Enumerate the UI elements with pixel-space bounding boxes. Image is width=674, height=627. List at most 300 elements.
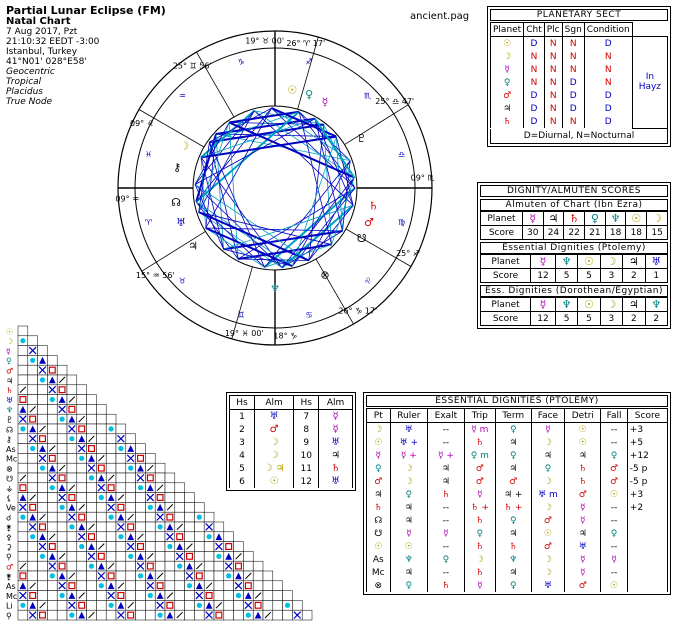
grid-cell: [136, 600, 146, 610]
grid-planet-label: ⚳: [6, 542, 12, 552]
ess-cell: ♆: [495, 553, 531, 566]
sign-glyph: ♒: [178, 91, 186, 101]
ess-col: Exalt: [428, 409, 465, 423]
grid-cell: [96, 610, 106, 620]
ess-cell: --: [428, 436, 465, 449]
ess-cell: [627, 579, 667, 592]
cusp-label: 09° ♏: [410, 173, 435, 183]
grid-cell: [145, 610, 155, 620]
ess-row: [367, 579, 668, 592]
ess-col: Detri: [565, 409, 601, 423]
ess-cell: Mc: [367, 566, 391, 579]
grid-cell: [87, 493, 97, 503]
grid-planet-label: Mc: [6, 454, 18, 464]
grid-cell: [155, 542, 165, 552]
sign-glyph: ♓: [144, 150, 153, 160]
dignity-label: Score: [481, 312, 531, 326]
cusp-label: 19° ♓ 00': [224, 328, 264, 338]
grid-cell: [87, 600, 97, 610]
grid-cell: [116, 424, 126, 434]
dignity-score: 22: [564, 226, 585, 240]
grid-cell: [57, 512, 67, 522]
grid-cell: [106, 551, 116, 561]
grid-cell: [283, 591, 293, 601]
dignity-planet: ♃: [623, 298, 645, 312]
grid-cell: [145, 532, 155, 542]
opt-geocentric: Geocentric: [6, 67, 55, 77]
sign-glyph: ♉: [178, 276, 186, 286]
hs-cell: ♅: [319, 436, 353, 449]
ess-cell: ♀: [495, 423, 531, 437]
dignity-planet: ♆: [555, 298, 577, 312]
ess-cell: ♄: [428, 488, 465, 501]
grid-cell: [106, 414, 116, 424]
sect-cell: ♃: [491, 102, 524, 115]
dignity-title: DIGNITY/ALMUTEN SCORES: [480, 185, 668, 197]
grid-cell: [243, 551, 253, 561]
dignity-label: Score: [481, 269, 531, 283]
ess-cell: ☽: [390, 475, 428, 488]
ess-cell: ☿: [390, 527, 428, 540]
sect-cell: ♀: [491, 76, 524, 89]
wheel-planet-glyph: ♅: [176, 216, 186, 230]
grid-planet-label: ⚲: [6, 611, 12, 621]
wheel-planet-glyph: ⚷: [173, 161, 182, 175]
ess-cell: +3: [627, 488, 667, 501]
ess-cell: ♅ m: [531, 488, 565, 501]
grid-cell: [106, 542, 116, 552]
ess-cell: ☿: [367, 449, 391, 462]
grid-planet-label: ⚵: [6, 572, 12, 582]
grid-conj-mark: [285, 603, 290, 608]
grid-cell: [57, 542, 67, 552]
grid-planet-label: ☉: [6, 327, 14, 337]
ess-cell: ♅: [531, 579, 565, 592]
ess-cell: ☿ +: [390, 449, 428, 462]
hs-cell: 10: [294, 449, 319, 462]
dignity-score: 3: [600, 312, 622, 326]
grid-cell: [145, 600, 155, 610]
grid-planet-label: ⊗: [6, 464, 13, 474]
dignity-label: Score: [481, 226, 523, 240]
wheel-planet-glyph: ♆: [270, 282, 280, 295]
grid-cell: [116, 551, 126, 561]
grid-cell: [57, 522, 67, 532]
cusp-label: 09° ♒: [115, 194, 140, 204]
grid-conj-mark: [216, 554, 221, 559]
ess-cell: ☽: [531, 501, 565, 514]
grid-cell: [263, 571, 273, 581]
grid-cell: [194, 502, 204, 512]
grid-cell: [87, 483, 97, 493]
grid-planet-label: Ve: [6, 503, 16, 513]
ess-cell: [627, 566, 667, 579]
hs-cell: ☽: [254, 449, 293, 462]
grid-cell: [253, 571, 263, 581]
ess-cell: ♄ +: [495, 501, 531, 514]
grid-cell: [194, 522, 204, 532]
grid-cell: [18, 463, 28, 473]
ess-cell: ♃: [390, 501, 428, 514]
ess-cell: [627, 553, 667, 566]
grid-cell: [77, 483, 87, 493]
sect-cell: D: [584, 115, 632, 128]
grid-cell: [38, 581, 48, 591]
grid-cell: [28, 483, 38, 493]
ess-cell: ♄ +: [464, 501, 495, 514]
ess-cell: ♀: [601, 527, 627, 540]
grid-cell: [77, 571, 87, 581]
grid-cell: [175, 571, 185, 581]
grid-cell: [116, 542, 126, 552]
grid-cell: [136, 581, 146, 591]
grid-cell: [145, 542, 155, 552]
grid-cell: [77, 551, 87, 561]
grid-conj-mark: [109, 426, 114, 431]
grid-cell: [224, 532, 234, 542]
grid-cell: [67, 375, 77, 385]
wheel-planet-glyph: ☉: [287, 83, 298, 97]
grid-conj-mark: [226, 573, 231, 578]
grid-cell: [57, 434, 67, 444]
grid-cell: [28, 365, 38, 375]
sign-glyph: ♍: [397, 217, 406, 227]
ess-cell: ♀: [367, 462, 391, 475]
grid-cell: [18, 444, 28, 454]
grid-planet-label: ☽: [6, 337, 14, 347]
sect-cell: D: [584, 89, 632, 102]
grid-cell: [175, 502, 185, 512]
ess-row: [367, 527, 668, 540]
sect-cell: N: [524, 63, 545, 76]
grid-cell: [116, 463, 126, 473]
cusp-label: 19° ♉ 00': [245, 36, 285, 46]
planetary-sect-panel: [487, 6, 671, 147]
grid-cell: [77, 473, 87, 483]
ess-cell: ☿: [428, 527, 465, 540]
hs-cell: ☉: [254, 475, 293, 488]
grid-cell: [273, 591, 283, 601]
ess-cell: ☿: [565, 566, 601, 579]
ess-col: Pt: [367, 409, 391, 423]
dignity-planet: ☽: [600, 255, 622, 269]
ess-cell: ☿: [565, 514, 601, 527]
ptolemy-score-table: [480, 254, 668, 283]
grid-cell: [28, 542, 38, 552]
dignity-score-row: [481, 312, 668, 326]
ess-cell: --: [428, 423, 465, 437]
ess-cell: ♄: [495, 540, 531, 553]
hs-cell: 2: [230, 423, 255, 436]
sect-cell: N: [544, 115, 562, 128]
hs-cell: 1: [230, 410, 255, 424]
grid-cell: [126, 591, 136, 601]
grid-cell: [18, 453, 28, 463]
grid-cell: [165, 561, 175, 571]
ess-cell: ♀: [390, 488, 428, 501]
grid-cell: [18, 365, 28, 375]
ess-cell: ☋: [367, 527, 391, 540]
grid-planet-label: ♇: [6, 415, 14, 425]
hs-cell: 3: [230, 436, 255, 449]
grid-cell: [38, 571, 48, 581]
hs-cell: 12: [294, 475, 319, 488]
grid-cell: [136, 444, 146, 454]
grid-planet-label: ♄: [6, 386, 14, 396]
grid-cell: [175, 600, 185, 610]
grid-cell: [165, 571, 175, 581]
ess-cell: ♄: [565, 475, 601, 488]
grid-conj-mark: [79, 544, 84, 549]
grid-cell: [47, 502, 57, 512]
sect-cell: D: [584, 37, 632, 51]
sect-cell: ☉: [491, 37, 524, 51]
grid-conj-mark: [60, 593, 65, 598]
aspect-grid: [4, 322, 314, 622]
dignity-score: 21: [585, 226, 606, 240]
grid-cell: [38, 385, 48, 395]
ess-cell: ♀: [464, 527, 495, 540]
cusp-label: 26° ♑ 17': [338, 306, 378, 316]
ess-col: Trip: [464, 409, 495, 423]
grid-cell: [87, 414, 97, 424]
grid-cell: [155, 463, 165, 473]
ess-cell: +5: [627, 436, 667, 449]
grid-conj-mark: [20, 426, 25, 431]
ess-row: [367, 553, 668, 566]
grid-cell: [87, 502, 97, 512]
sect-col: Cht: [524, 23, 545, 37]
grid-cell: [57, 610, 67, 620]
wheel-planet-glyph: ♇: [356, 132, 367, 145]
grid-cell: [96, 404, 106, 414]
ess-cell: ♃: [367, 488, 391, 501]
grid-conj-mark: [69, 524, 74, 529]
sect-cell: N: [524, 76, 545, 89]
sect-cell: N: [544, 63, 562, 76]
ess-cell: ♂: [565, 579, 601, 592]
dignity-planet: ☉: [578, 298, 600, 312]
grid-cell: [96, 522, 106, 532]
grid-cell: [28, 571, 38, 581]
file-tag: ancient.pag: [410, 11, 470, 22]
ess-cell: ♀: [495, 579, 531, 592]
grid-cell: [18, 375, 28, 385]
dignity-score: 3: [600, 269, 622, 283]
grid-cell: [57, 600, 67, 610]
grid-cell: [18, 610, 28, 620]
grid-conj-mark: [40, 377, 45, 382]
grid-cell: [234, 542, 244, 552]
grid-planet-label: ♂: [6, 562, 14, 572]
grid-cell: [273, 581, 283, 591]
grid-cell: [263, 600, 273, 610]
dignity-planet-row: [481, 212, 668, 226]
grid-cell: [87, 395, 97, 405]
ess-row: [367, 475, 668, 488]
grid-cell: [28, 473, 38, 483]
grid-cell: [204, 542, 214, 552]
ess-cell: [627, 540, 667, 553]
grid-cell: [194, 542, 204, 552]
ess-cell: ♀: [495, 514, 531, 527]
grid-cell: [155, 532, 165, 542]
grid-cell: [67, 551, 77, 561]
grid-planet-label: ♀: [6, 356, 12, 366]
cusp-label: 15° ♒ 56': [135, 271, 175, 281]
sign-glyph: ♐: [305, 57, 313, 67]
ess-header-row: [367, 409, 668, 423]
sect-cell: N: [544, 89, 562, 102]
ess-cell: ♂: [464, 462, 495, 475]
grid-conj-mark: [50, 485, 55, 490]
chart-place: Istanbul, Turkey: [6, 47, 78, 57]
hs-cell: 5: [230, 462, 255, 475]
hs-cell: ♅: [319, 475, 353, 488]
wheel-planet-glyph: ♄: [368, 199, 379, 213]
grid-cell: [253, 581, 263, 591]
grid-cell: [185, 493, 195, 503]
grid-cell: [28, 336, 38, 346]
ess-cell: --: [601, 423, 627, 437]
grid-cell: [185, 532, 195, 542]
grid-cell: [87, 591, 97, 601]
hs-cell: ☽ ♃: [254, 462, 293, 475]
grid-cell: [106, 453, 116, 463]
grid-cell: [136, 522, 146, 532]
ess-cell: ♃: [565, 527, 601, 540]
grid-conj-mark: [118, 534, 123, 539]
ess-cell: ☉: [601, 579, 627, 592]
cusp-label: 25° ♎ 47': [375, 96, 415, 106]
ess-cell: ☿: [464, 579, 495, 592]
sect-cell: N: [562, 115, 584, 128]
ess-cell: ☿ +: [428, 449, 465, 462]
grid-cell: [185, 512, 195, 522]
sect-cell: D: [524, 89, 545, 102]
sect-title: PLANETARY SECT: [490, 9, 668, 21]
ess-cell: --: [428, 540, 465, 553]
grid-conj-mark: [197, 515, 202, 520]
dignity-planet-row: [481, 255, 668, 269]
dignity-planet: ♄: [564, 212, 585, 226]
ess-cell: ♄: [565, 462, 601, 475]
grid-planet-label: ⚴: [6, 533, 12, 543]
grid-cell: [47, 600, 57, 610]
grid-conj-mark: [207, 534, 212, 539]
ess-cell: ☽: [531, 566, 565, 579]
grid-cell: [126, 434, 136, 444]
grid-planet-label: Mc: [6, 591, 18, 601]
grid-cell: [165, 493, 175, 503]
grid-conj-mark: [89, 564, 94, 569]
ess-cell: ☽: [531, 436, 565, 449]
sect-cell: D: [562, 76, 584, 89]
grid-cell: [77, 561, 87, 571]
grid-cell: [18, 551, 28, 561]
ess-row: [367, 462, 668, 475]
ess-cell: ♃: [531, 449, 565, 462]
wheel-planet-glyph: ☿: [321, 95, 329, 109]
grid-cell: [145, 512, 155, 522]
grid-cell: [47, 591, 57, 601]
sign-glyph: ♊: [237, 310, 245, 320]
cusp-label: 25° ♐: [396, 248, 420, 258]
sect-cell: N: [524, 50, 545, 63]
grid-cell: [185, 600, 195, 610]
grid-cell: [67, 473, 77, 483]
grid-cell: [18, 326, 28, 336]
dignity-score: 5: [555, 312, 577, 326]
grid-cell: [18, 346, 28, 356]
grid-planet-label: ♆: [6, 405, 14, 415]
grid-conj-mark: [246, 613, 251, 618]
grid-cell: [96, 424, 106, 434]
grid-cell: [224, 610, 234, 620]
grid-cell: [165, 551, 175, 561]
ess-cell: +3: [627, 423, 667, 437]
grid-cell: [38, 414, 48, 424]
grid-cell: [38, 483, 48, 493]
grid-cell: [204, 561, 214, 571]
hs-col: Alm: [319, 396, 353, 410]
ess-cell: -5 p: [627, 462, 667, 475]
hs-col: Hs: [294, 396, 319, 410]
grid-conj-mark: [40, 466, 45, 471]
grid-conj-mark: [236, 593, 241, 598]
ess-cell: ♂: [464, 475, 495, 488]
grid-cell: [175, 493, 185, 503]
grid-cell: [145, 522, 155, 532]
dorothean-title: Ess. Dignities (Dorothean/Egyptian): [480, 285, 668, 297]
grid-cell: [77, 463, 87, 473]
grid-conj-mark: [30, 446, 35, 451]
grid-cell: [126, 473, 136, 483]
grid-cell: [273, 600, 283, 610]
ess-cell: ♄: [464, 514, 495, 527]
ess-cell: ♂: [495, 475, 531, 488]
opt-true-node: True Node: [6, 97, 53, 107]
grid-cell: [28, 453, 38, 463]
essential-dignities-panel: [363, 392, 671, 595]
dignity-label: Planet: [481, 212, 523, 226]
hs-cell: ♅: [254, 410, 293, 424]
grid-cell: [67, 561, 77, 571]
grid-cell: [185, 610, 195, 620]
grid-conj-mark: [158, 524, 163, 529]
sect-cell: D: [524, 102, 545, 115]
grid-planet-label: As: [6, 444, 16, 454]
ess-cell: ♀: [495, 449, 531, 462]
sect-cell: D: [584, 102, 632, 115]
ess-cell: +2: [627, 501, 667, 514]
grid-cell: [214, 522, 224, 532]
cusp-label: 25° ♊ 56': [172, 61, 212, 71]
grid-cell: [77, 395, 87, 405]
grid-cell: [185, 591, 195, 601]
ess-cell: ☉: [367, 436, 391, 449]
hs-cell: ☿: [319, 423, 353, 436]
grid-cell: [47, 610, 57, 620]
grid-cell: [165, 483, 175, 493]
grid-conj-mark: [60, 505, 65, 510]
ess-cell: ♃: [495, 462, 531, 475]
ess-cell: ♃: [428, 462, 465, 475]
wheel-planet-glyph: ☽: [179, 139, 190, 153]
grid-conj-mark: [109, 603, 114, 608]
grid-conj-mark: [99, 495, 104, 500]
grid-planet-label: ♅: [6, 395, 14, 405]
